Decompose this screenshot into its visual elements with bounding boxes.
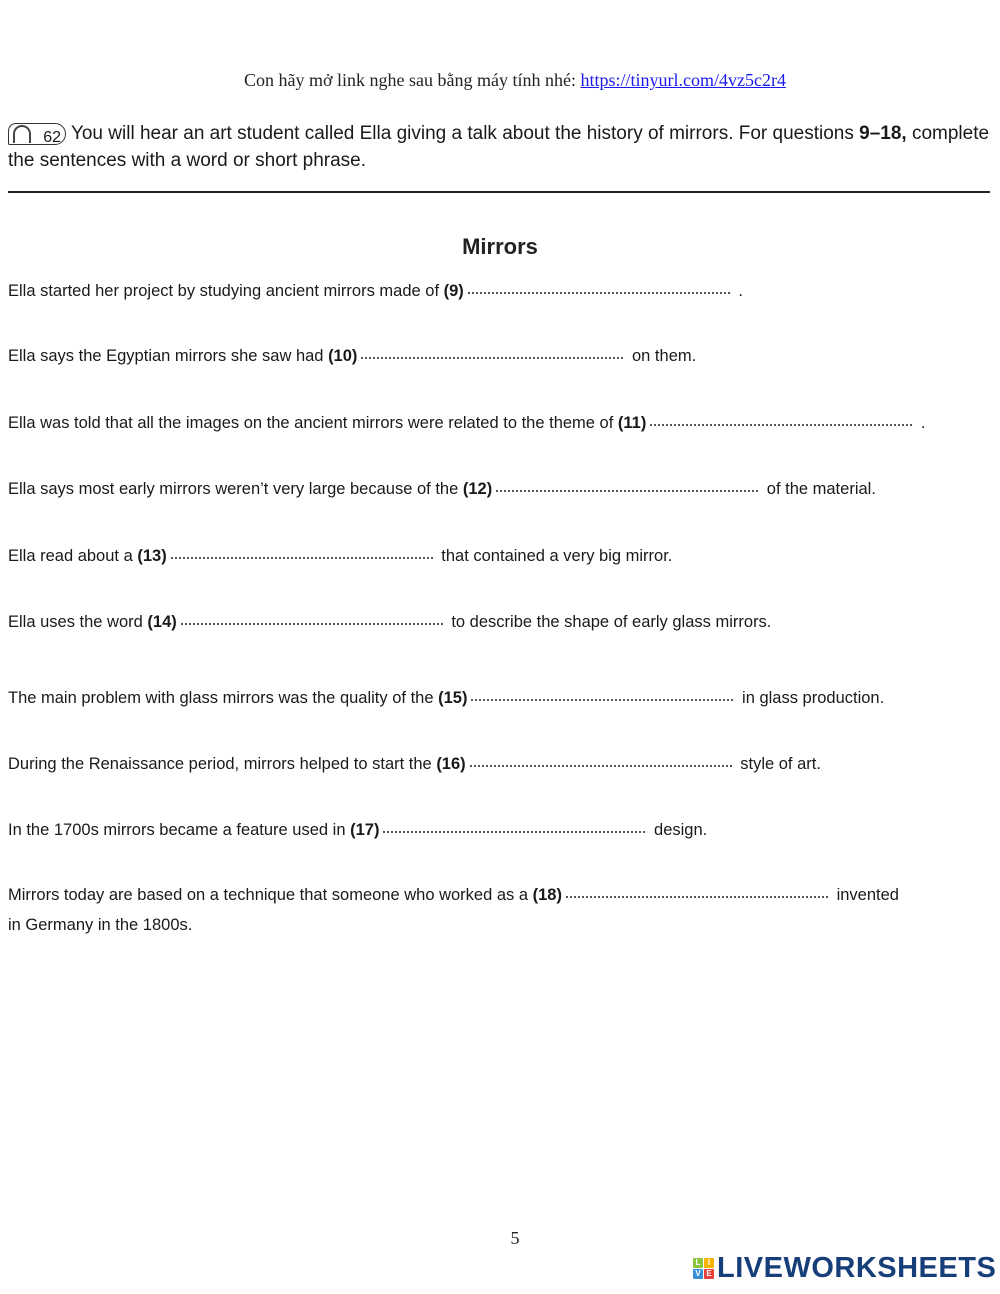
logo-tile: I bbox=[704, 1258, 714, 1268]
logo-tile: E bbox=[704, 1269, 714, 1279]
page-number: 5 bbox=[510, 1228, 520, 1248]
question-number: (17) bbox=[350, 821, 380, 839]
question-text-after: invented bbox=[831, 886, 899, 904]
note-text: Con hãy mở link nghe sau bằng máy tính nhé: bbox=[244, 70, 581, 90]
question-number: (10) bbox=[328, 347, 358, 365]
question-number: (14) bbox=[147, 613, 177, 631]
question-10 bbox=[8, 341, 696, 371]
question-text-after: of the material. bbox=[762, 480, 876, 498]
question-text-after: . bbox=[916, 414, 926, 432]
question-text: Ella was told that all the images on the ancient mirrors were related to the theme of bbox=[8, 414, 618, 432]
answer-blank[interactable] bbox=[470, 765, 732, 767]
audio-link[interactable]: https://tinyurl.com/4vz5c2r4 bbox=[580, 70, 786, 90]
instructions-text-2: complete the sentences with a word or short phrase. bbox=[8, 123, 990, 171]
question-16 bbox=[8, 749, 821, 779]
question-number: (12) bbox=[462, 480, 493, 498]
question-text: Ella read about a bbox=[8, 547, 138, 565]
question-text-continued: in Germany in the 1800s. bbox=[8, 916, 193, 934]
question-text: During the Renaissance period, mirrors helped to start the bbox=[8, 755, 437, 773]
instructions bbox=[8, 120, 993, 174]
question-text-after: . bbox=[733, 282, 743, 300]
track-number: 62 bbox=[43, 129, 61, 146]
question-13 bbox=[8, 541, 672, 571]
audio-link-note bbox=[0, 70, 1000, 91]
question-text: Mirrors today are based on a technique that someone who worked as a bbox=[8, 886, 533, 904]
question-number: (13) bbox=[137, 547, 167, 565]
question-number: (11) bbox=[617, 414, 647, 432]
question-text: In the 1700s mirrors became a feature used in bbox=[8, 821, 351, 839]
divider bbox=[8, 191, 990, 193]
question-text: The main problem with glass mirrors was the quality of the bbox=[8, 689, 439, 707]
answer-blank[interactable] bbox=[650, 424, 912, 426]
question-number: (15) bbox=[438, 689, 468, 707]
question-9 bbox=[8, 276, 743, 306]
question-text-after: on them. bbox=[627, 347, 697, 365]
answer-blank[interactable] bbox=[496, 490, 758, 492]
question-text: Ella uses the word bbox=[8, 613, 148, 631]
question-18 bbox=[8, 880, 899, 940]
question-17 bbox=[8, 815, 707, 845]
question-text: Ella started her project by studying ancient mirrors made of bbox=[8, 282, 444, 300]
question-number: (9) bbox=[443, 282, 464, 300]
question-text-after: in glass production. bbox=[737, 689, 885, 707]
question-11 bbox=[8, 408, 926, 438]
answer-blank[interactable] bbox=[171, 557, 433, 559]
logo-tile: L bbox=[693, 1258, 703, 1268]
answer-blank[interactable] bbox=[383, 831, 645, 833]
answer-blank[interactable] bbox=[468, 292, 730, 294]
question-text-after: that contained a very big mirror. bbox=[436, 547, 673, 565]
audio-track-icon bbox=[8, 123, 66, 145]
question-14 bbox=[8, 607, 771, 637]
question-12 bbox=[8, 474, 876, 504]
question-number: (18) bbox=[532, 886, 562, 904]
question-range: 9–18, bbox=[859, 123, 907, 144]
answer-blank[interactable] bbox=[566, 896, 828, 898]
question-15 bbox=[8, 683, 884, 713]
answer-blank[interactable] bbox=[361, 357, 623, 359]
question-text: Ella says most early mirrors weren’t very large because of the bbox=[8, 480, 463, 498]
page-title: Mirrors bbox=[462, 234, 538, 259]
question-text-after: style of art. bbox=[735, 755, 821, 773]
question-number: (16) bbox=[436, 755, 466, 773]
instructions-text: You will hear an art student called Ella giving a talk about the history of mirrors. For questions bbox=[70, 123, 860, 144]
liveworksheets-logo bbox=[693, 1252, 996, 1285]
logo-tiles-icon bbox=[693, 1258, 714, 1279]
answer-blank[interactable] bbox=[181, 623, 443, 625]
headphones-icon bbox=[13, 125, 31, 143]
logo-tile: V bbox=[693, 1269, 703, 1279]
question-text-after: to describe the shape of early glass mirrors. bbox=[446, 613, 772, 631]
answer-blank[interactable] bbox=[471, 699, 733, 701]
logo-text: LIVEWORKSHEETS bbox=[717, 1252, 997, 1284]
question-text: Ella says the Egyptian mirrors she saw had bbox=[8, 347, 329, 365]
question-text-after: design. bbox=[649, 821, 708, 839]
